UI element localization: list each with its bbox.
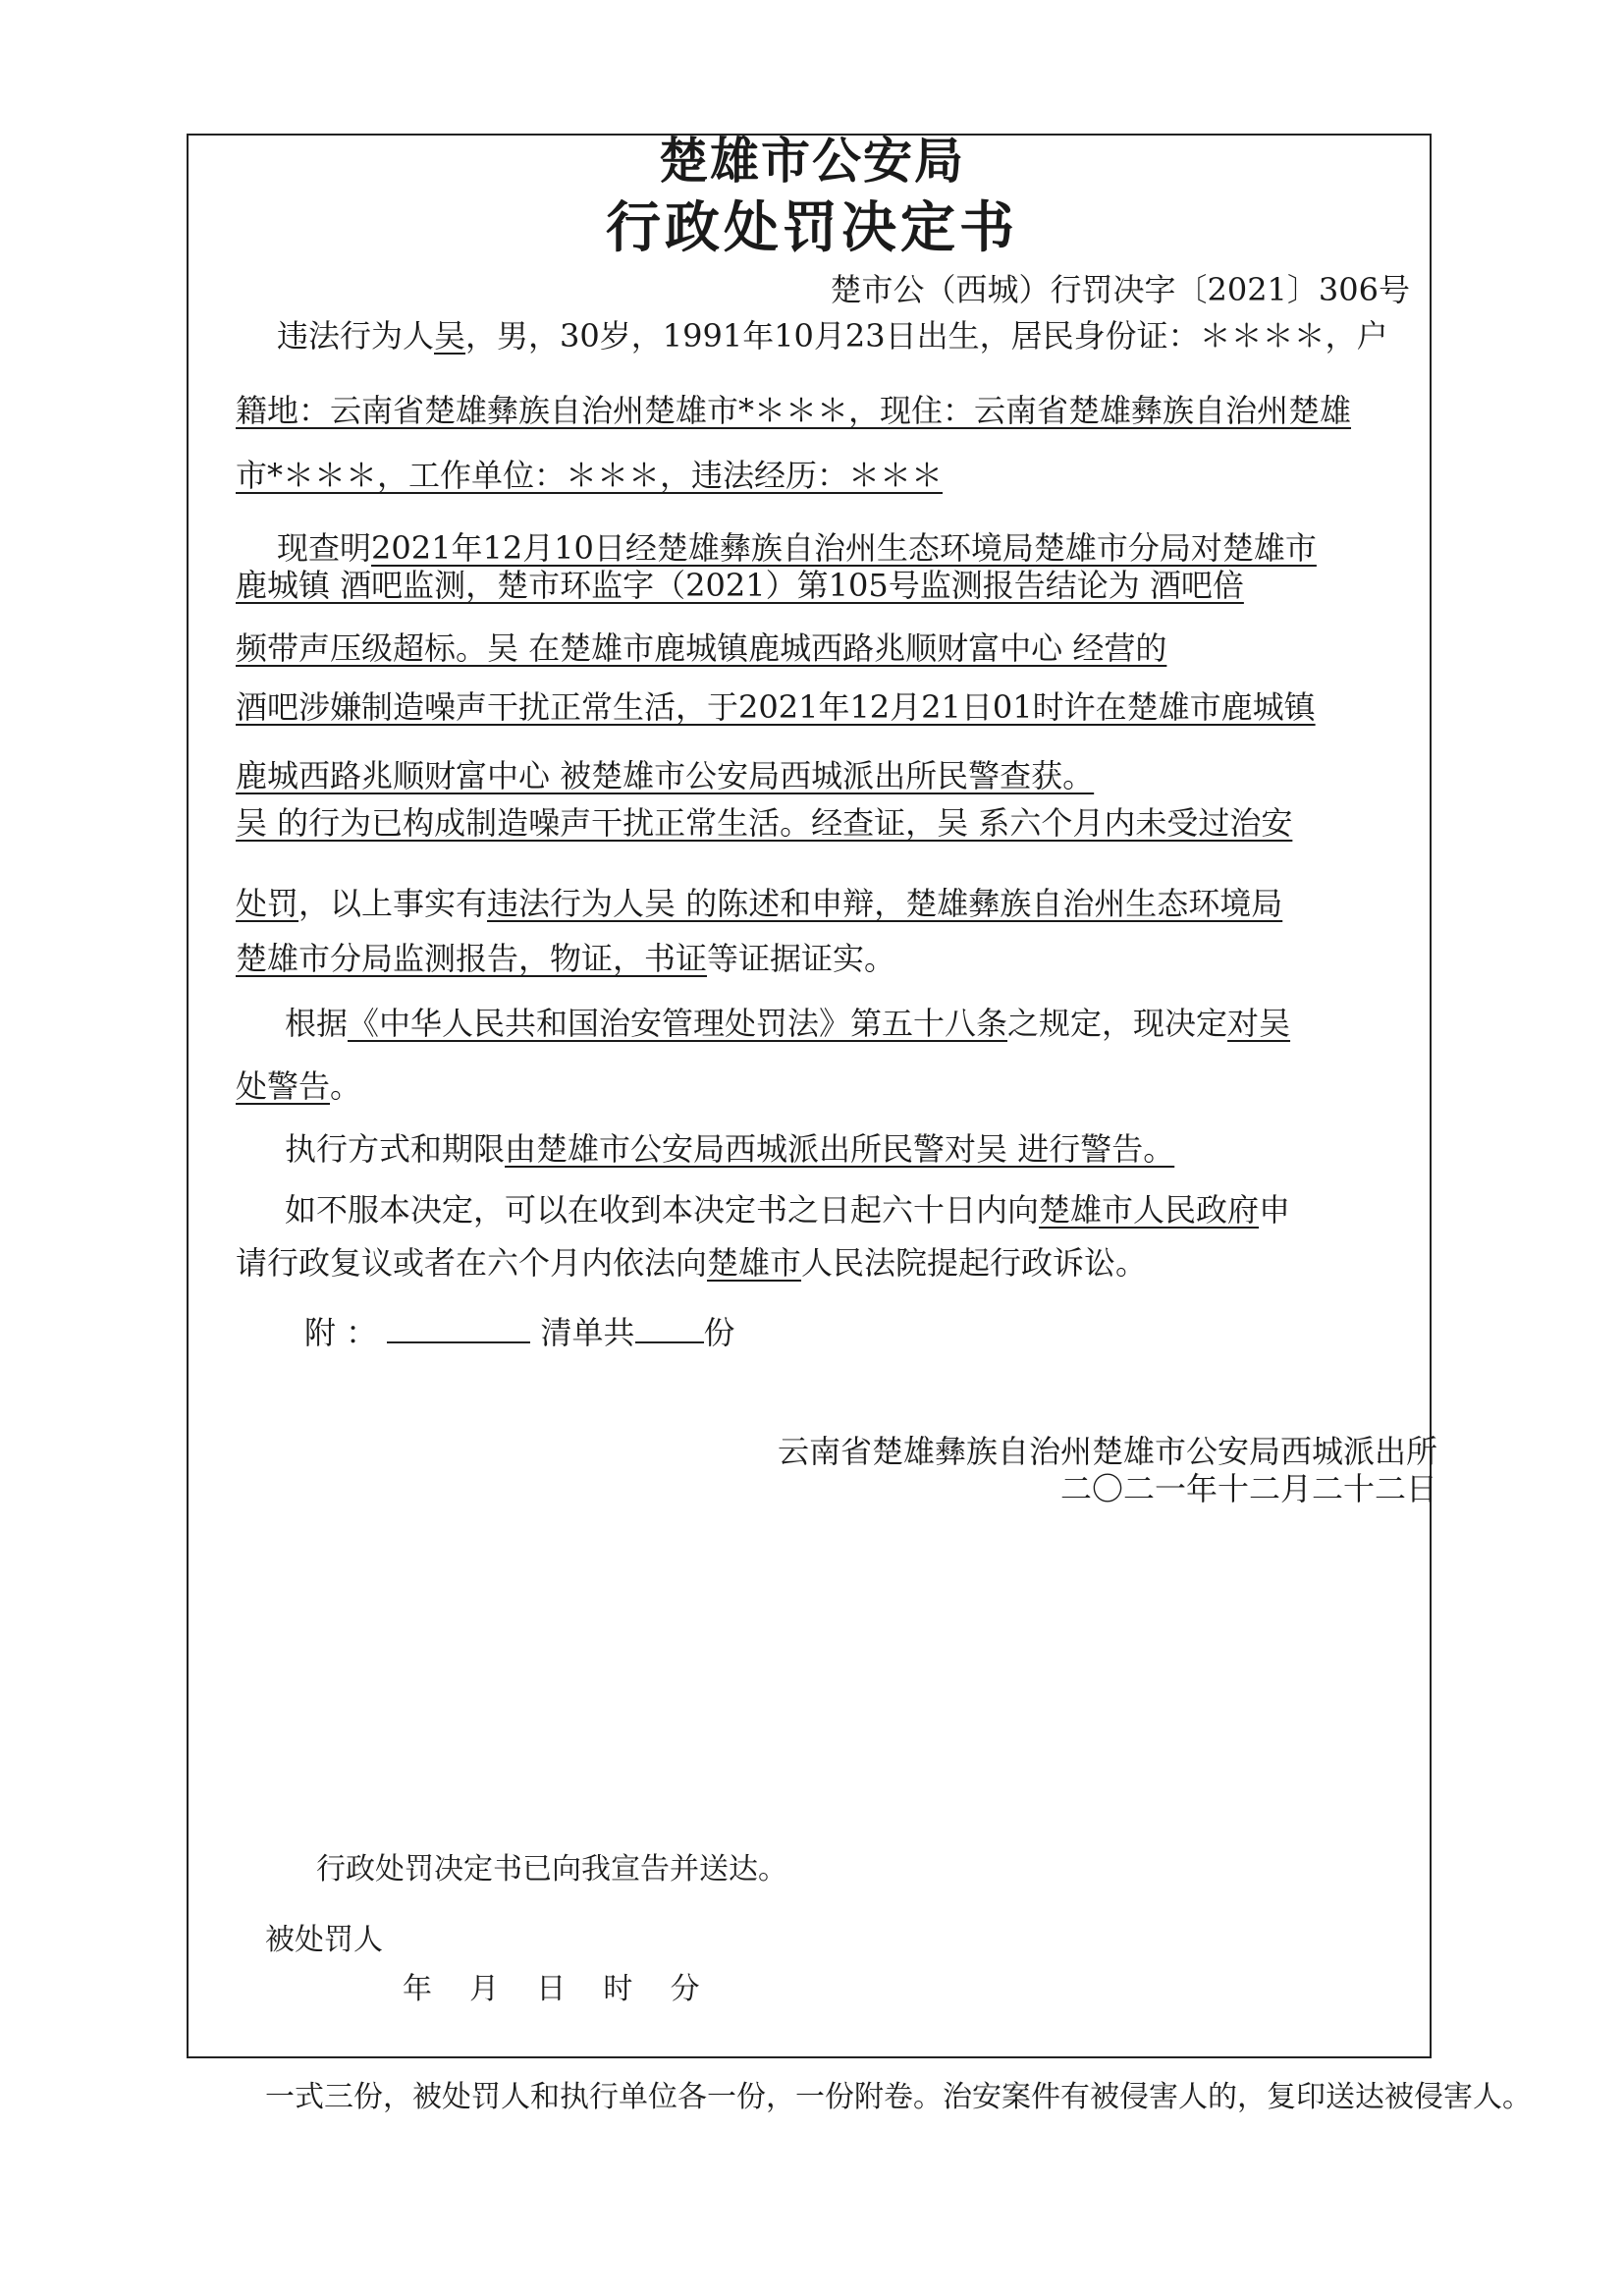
party-line-3: 市*＊＊＊，工作单位：＊＊＊，违法经历：＊＊＊ [236,457,944,494]
document-number: 楚市公（西城）行罚决字〔2021〕306号 [830,271,1410,308]
execution-line: 执行方式和期限由楚雄市公安局西城派出所民警对吴 进行警告。 [285,1130,1175,1168]
issuer-org: 云南省楚雄彝族自治州楚雄市公安局西城派出所 [777,1433,1437,1470]
facts-line-7: 处罚，以上事实有违法行为人吴 的陈述和申辩，楚雄彝族自治州生态环境局 [236,885,1283,922]
receipt-statement: 行政处罚决定书已向我宣告并送达。 [316,1852,787,1886]
attachment-line: 附 ： 清单共 份 [304,1314,735,1351]
facts-line-2: 鹿城镇 酒吧监测，楚市环监字（2021）第105号监测报告结论为 酒吧倍 [236,567,1244,604]
appeal-line-1: 如不服本决定，可以在收到本决定书之日起六十日内向楚雄市人民政府申 [285,1191,1291,1229]
issue-date: 二〇二一年十二月二十二日 [1059,1470,1437,1507]
facts-line-4: 酒吧涉嫌制造噪声干扰正常生活，于2021年12月21日01时许在楚雄市鹿城镇 [236,688,1316,726]
facts-line-3: 频带声压级超标。吴 在楚雄市鹿城镇鹿城西路兆顺财富中心 经营的 [236,629,1167,667]
facts-line-6: 吴 的行为已构成制造噪声干扰正常生活。经查证，吴 系六个月内未受过治安 [236,804,1293,842]
agency-name: 楚雄市公安局 [659,132,965,190]
attachment-blank [387,1312,530,1343]
appeal-line-2: 请行政复议或者在六个月内依法向楚雄市人民法院提起行政诉讼。 [236,1244,1148,1282]
facts-line-8: 楚雄市分局监测报告，物证，书证等证据证实。 [236,940,896,977]
receipt-time-fields: 年 月 日 时 分 [403,1972,700,2006]
receipt-person-label: 被处罚人 [265,1923,383,1957]
facts-line-1: 现查明2021年12月10日经楚雄彝族自治州生态环境局楚雄市分局对楚雄市 [277,529,1317,567]
facts-line-5: 鹿城西路兆顺财富中心 被楚雄市公安局西城派出所民警查获。 [236,757,1095,794]
decision-line-1: 根据《中华人民共和国治安管理处罚法》第五十八条之规定，现决定对吴 [285,1005,1291,1042]
party-line-2: 籍地：云南省楚雄彝族自治州楚雄市*＊＊＊，现住：云南省楚雄彝族自治州楚雄 [236,392,1352,429]
count-blank [635,1312,704,1343]
footer-note: 一式三份，被处罚人和执行单位各一份，一份附卷。治安案件有被侵害人的，复印送达被侵害人。 [265,2080,1532,2114]
decision-line-2: 处警告。 [236,1067,362,1105]
party-line-1: 违法行为人吴，男，30岁，1991年10月23日出生，居民身份证：＊＊＊＊，户 [277,317,1388,355]
document-title: 行政处罚决定书 [606,195,1018,260]
party-name: 吴 [434,317,466,355]
